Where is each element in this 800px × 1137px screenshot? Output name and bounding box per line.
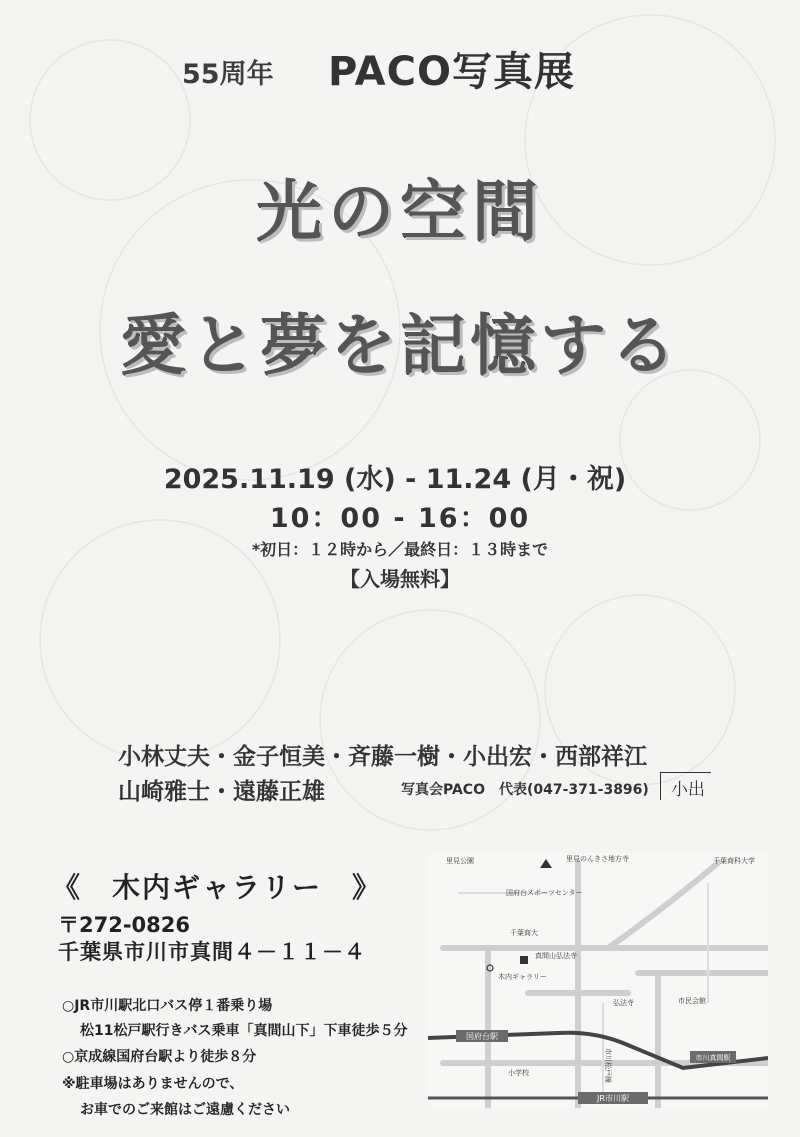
venue-name: 《 木内ギャラリー 》 — [52, 871, 383, 904]
club-contact: 写真会PACO 代表(047-371-3896) — [401, 782, 649, 798]
hours-note: *初日：１２時から／最終日：１３時まで — [251, 540, 549, 559]
theme-line-1: 光の空間 — [256, 173, 544, 250]
map-label-university: 千葉商大 — [510, 929, 538, 937]
members-line-1: 小林丈夫・金子恒美・斉藤一樹・小出宏・西部祥江 — [118, 744, 647, 770]
map-label-mama: 真間山弘法寺 — [535, 952, 577, 960]
map-label-gallery: 木内ギャラリー — [498, 973, 547, 981]
map-label-top-mid: 里見のんきさ地方寺 — [566, 855, 629, 863]
exhibition-title: PACO写真展 — [328, 49, 575, 95]
exhibition-dates: 2025.11.19 (水) - 11.24 (月・祝) — [163, 464, 627, 495]
members-line-2: 山崎雅士・遠藤正雄 — [118, 779, 325, 805]
map-label-ichikawa-mama: 市川真間駅 — [695, 1054, 731, 1062]
access-line: お車でのご来館はご遠慮ください — [80, 1102, 290, 1118]
access-map — [428, 853, 768, 1108]
map-label-sports: 国府台スポーツセンター — [506, 889, 583, 897]
venue-postal-code: 〒272-0826 — [58, 913, 190, 937]
opening-hours: 10：00 - 16：00 — [269, 503, 531, 534]
name-stamp: 小出 — [660, 772, 711, 800]
anniversary-label: 55周年 — [182, 59, 274, 90]
map-label-top-right: 千葉商科大学 — [713, 857, 755, 865]
map-label-route: 市川松戸線 — [604, 1048, 612, 1083]
admission-label: 【入場無料】 — [340, 567, 460, 591]
theme-line-2: 愛と夢を記憶する — [120, 307, 680, 384]
access-line: ※駐車場はありませんので、 — [62, 1076, 244, 1092]
map-label-school: 小学校 — [508, 1069, 529, 1077]
gallery-marker — [520, 956, 528, 964]
map-label-keisei-station: 国府台駅 — [466, 1032, 498, 1041]
map-label-park: 里見公園 — [446, 857, 474, 865]
map-label-temple: 弘法寺 — [613, 999, 634, 1007]
map-label-hall: 市民会館 — [678, 997, 706, 1005]
map-label-jr-station: JR市川駅 — [597, 1094, 629, 1103]
venue-address: 千葉県市川市真間４－１１－４ — [58, 940, 366, 964]
access-line: ○JR市川駅北口バス停１番乗り場 — [62, 998, 273, 1014]
access-line: ○京成線国府台駅より徒歩８分 — [62, 1049, 257, 1065]
access-line: 松11松戸駅行きバス乗車「真間山下」下車徒歩５分 — [80, 1023, 408, 1039]
map-background — [428, 853, 768, 1108]
